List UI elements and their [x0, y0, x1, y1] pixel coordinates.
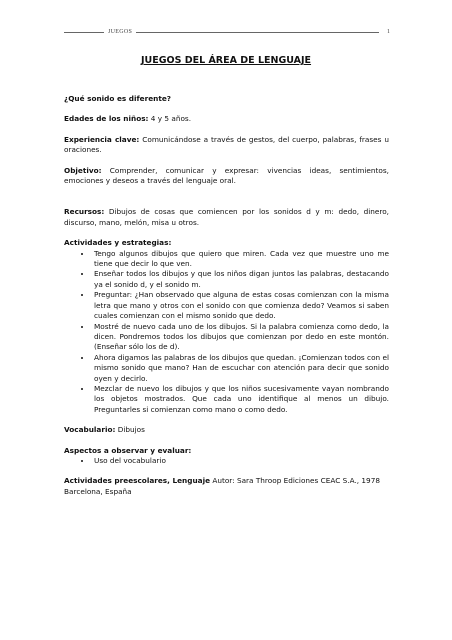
question-heading: ¿Qué sonido es diferente? — [64, 94, 172, 103]
page-title: JUEGOS DEL ÁREA DE LENGUAJE — [140, 55, 312, 66]
experiencia-label: Experiencia clave: — [64, 134, 140, 144]
experiencia-value: Comunicándose a través de gestos, del cuerpo, palabras, frases u oraciones. — [64, 134, 389, 155]
fuente-value: Autor: Sara Throop Ediciones CEAC S.A., 1978 Barcelona, España — [64, 476, 380, 496]
edades-value: 4 y 5 años. — [148, 114, 192, 124]
header-label: JUEGOS — [108, 29, 133, 35]
vocabulario-value: Dibujos — [115, 425, 145, 435]
recursos-paragraph — [64, 207, 389, 228]
experiencia-paragraph — [64, 135, 389, 156]
page-header — [64, 26, 390, 38]
list-item: • Tengo algunos dibujos que quiero que miren. Cada vez que muestre uno me tiene que decir lo que ven. — [92, 249, 389, 270]
edades-line — [64, 114, 389, 124]
fuente-paragraph — [64, 476, 389, 497]
vocabulario-line — [64, 425, 389, 435]
actividades-list — [64, 249, 389, 416]
actividades-heading: Actividades y estrategias: — [64, 238, 172, 248]
objetivo-label: Objetivo: — [64, 165, 102, 175]
recursos-value: Dibujos de cosas que comiencen por los sonidos d y m: dedo, dinero, discurso, mano, melón, misa u otros. — [64, 207, 389, 227]
edades-label: Edades de los niños: — [64, 114, 149, 124]
recursos-label: Recursos: — [64, 207, 105, 217]
header-rule-right — [136, 32, 379, 33]
header-rule-left — [64, 32, 104, 33]
fuente-label: Actividades preescolares, Lenguaje — [64, 476, 211, 486]
list-item: • Uso del vocabulario — [92, 456, 389, 466]
list-item: • Mostré de nuevo cada uno de los dibujos. Si la palabra comienza como dedo, la dicen. Pondremos todos los dibujos que comienzan por dedo en este montón. (Enseñar sólo los de d). — [92, 322, 389, 353]
list-item: • Ahora digamos las palabras de los dibujos que quedan. ¡Comienzan todos con el mismo sonido que mano? Han de escuchar con atención para decir que sonido oyen y decirlo. — [92, 353, 389, 384]
list-item: • Preguntar: ¿Han observado que alguna de estas cosas comienzan con la misma letra que mano y otros con el sonido con que comienza dedo? Veamos si saben cuales comienzan con el mismo sonido que dedo. — [92, 290, 389, 321]
document-body — [64, 94, 389, 497]
vocabulario-label: Vocabulario: — [64, 425, 116, 435]
aspectos-heading: Aspectos a observar y evaluar: — [64, 445, 192, 455]
aspectos-list — [64, 456, 389, 466]
objetivo-value: Comprender, comunicar y expresar: vivencias ideas, sentimientos, emociones y deseos a través del lenguaje oral. — [64, 165, 389, 186]
page-number: 1 — [387, 29, 390, 35]
objetivo-paragraph — [64, 166, 389, 187]
list-item: • Enseñar todos los dibujos y que los niños digan juntos las palabras, destacando ya el sonido d, y el sonido m. — [92, 269, 389, 290]
list-item: • Mezclar de nuevo los dibujos y que los niños sucesivamente vayan nombrando los objetos mostrados. Que cada uno identifique al menos un dibujo. Preguntarles si comienzan como mano o como dedo. — [92, 384, 389, 415]
